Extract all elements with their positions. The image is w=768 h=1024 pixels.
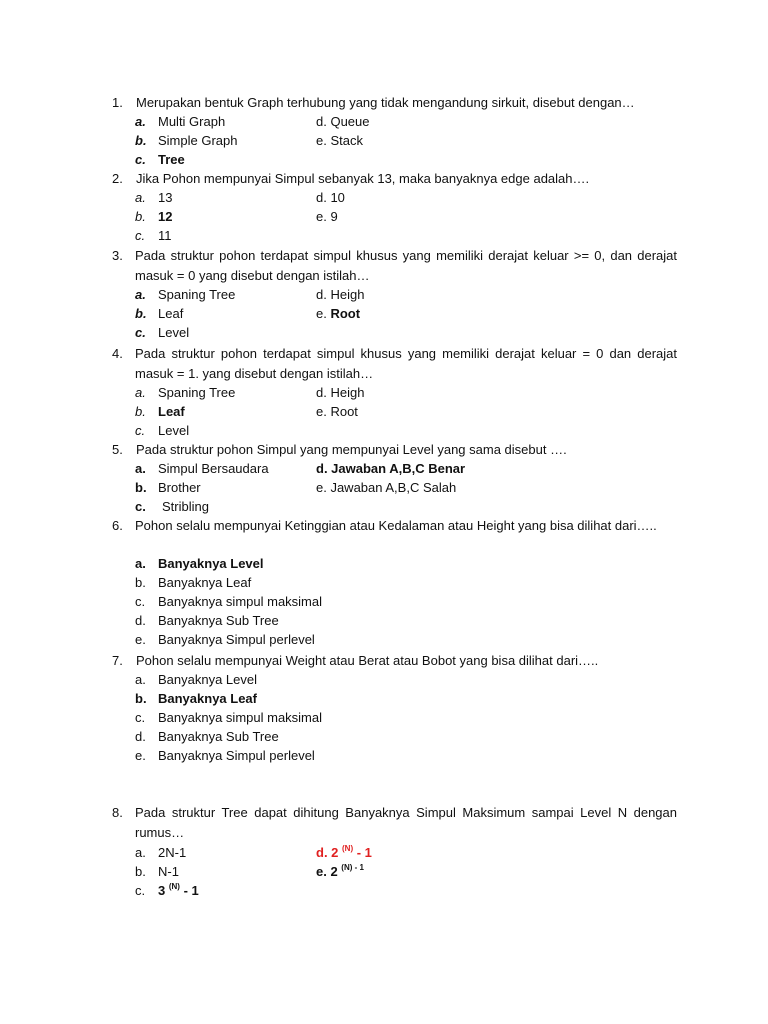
option-text-right [316,304,360,323]
option-letter: a. [135,190,146,205]
formula-base: d. 2 [316,845,343,860]
option-letter: b. [135,209,146,224]
option-letter: c. [135,710,146,725]
option-text-right: d. Heigh [316,385,365,400]
question-number: 5. [112,442,123,457]
option-letter: c. [135,423,146,438]
option-letter: a. [135,461,146,476]
option-text: Multi Graph [158,114,226,129]
option-text-answer: Banyaknya Level [158,556,264,571]
option-letter: c. [135,152,146,167]
option-row [108,592,678,611]
option-text-right: e. Root [316,404,358,419]
option-row [108,573,678,592]
option-letter: e. [316,306,331,321]
option-text: N-1 [158,864,179,879]
option-text-right: d. 10 [316,190,345,205]
option-row [108,611,678,630]
option-text: 13 [158,190,173,205]
option-letter: c. [135,594,146,609]
formula-tail: - 1 [353,845,372,860]
question-number: 3. [112,248,123,263]
option-text: Banyaknya Sub Tree [158,729,279,744]
formula-exponent: (N) [168,882,180,891]
option-text: Simpul Bersaudara [158,461,269,476]
option-text: Banyaknya simpul maksimal [158,594,323,609]
option-text: Simple Graph [158,133,238,148]
option-row [108,285,678,304]
option-row [108,402,678,421]
option-text-right: e. Stack [316,133,363,148]
question-6 [108,516,678,649]
option-row [108,881,678,900]
option-text: Banyaknya Level [158,672,258,687]
option-letter: b. [135,575,146,590]
option-letter: c. [135,325,146,340]
question-text: Pada struktur pohon Simpul yang mempunyai Level yang sama disebut …. [136,442,567,457]
option-letter: b. [135,864,146,879]
option-letter: e. [135,632,146,647]
option-text: Level [158,325,190,340]
option-letter: b. [135,404,146,419]
option-row [108,746,678,765]
option-text: Banyaknya Leaf [158,575,252,590]
option-row [108,131,678,150]
option-letter: b. [135,691,147,706]
option-text-right: d. Queue [316,114,370,129]
formula-base: e. 2 [316,864,342,879]
option-letter: a. [135,114,146,129]
option-text: Leaf [158,306,184,321]
option-row [108,478,678,497]
option-row [108,112,678,131]
option-letter: a. [135,556,146,571]
option-letter: c. [135,883,146,898]
question-number: 1. [112,95,123,110]
option-row [108,207,678,226]
option-row [108,708,678,727]
option-text: Stribling [162,499,209,514]
option-row [108,727,678,746]
option-text-answer: d. Jawaban A,B,C Benar [316,461,466,476]
option-row [108,188,678,207]
option-letter: b. [135,306,147,321]
option-letter: b. [135,480,147,495]
formula-base: 3 [158,883,169,898]
question-1 [108,93,678,169]
option-text-right [316,862,364,881]
option-row [108,304,678,323]
option-text-answer: Banyaknya Leaf [158,691,257,706]
question-number: 8. [112,805,123,820]
option-letter: e. [135,748,146,763]
option-text: Banyaknya simpul maksimal [158,710,323,725]
option-text-right: e. 9 [316,209,338,224]
option-text: Banyaknya Simpul perlevel [158,748,315,763]
option-text [158,881,199,900]
option-text-answer: 12 [158,209,173,224]
question-3 [108,245,678,342]
question-number: 2. [112,171,123,186]
option-row [108,226,678,245]
option-row [108,323,678,342]
option-row [108,862,678,881]
option-text-right: e. Jawaban A,B,C Salah [316,480,457,495]
question-number: 6. [112,518,123,533]
option-letter: a. [135,287,146,302]
formula-tail: - 1 [179,883,199,898]
option-letter: d. [135,729,146,744]
option-text-answer: Leaf [158,404,185,419]
question-8 [108,803,678,900]
option-text: Level [158,423,190,438]
option-row [108,630,678,649]
option-letter: a. [135,672,146,687]
question-5 [108,440,678,516]
option-row [108,670,678,689]
option-text: 2N-1 [158,845,187,860]
option-text: 11 [158,228,172,243]
question-7 [108,651,678,765]
option-row [108,689,678,708]
option-letter: c. [135,499,146,514]
option-row [108,497,678,516]
question-text: Pada struktur pohon terdapat simpul khusus yang memiliki derajat keluar = 0 dan derajat masuk = 1. yang disebut dengan istilah… [135,346,677,381]
option-text-answer [316,843,372,862]
option-row [108,554,678,573]
option-text: Spaning Tree [158,385,236,400]
option-text-answer: Tree [158,152,185,167]
option-letter: d. [135,613,146,628]
formula-exponent: (N) [342,844,354,853]
question-4 [108,343,678,440]
option-letter: a. [135,385,146,400]
option-letter: b. [135,133,147,148]
option-text: Banyaknya Sub Tree [158,613,279,628]
question-number: 7. [112,653,123,668]
option-row [108,150,678,169]
question-text: Pohon selalu mempunyai Ketinggian atau Kedalaman atau Height yang bisa dilihat dari….. [135,518,657,533]
option-letter: a. [135,845,146,860]
option-text-answer: Root [330,306,361,321]
option-row [108,459,678,478]
formula-exponent: (N) - 1 [341,863,364,872]
question-text: Pada struktur Tree dapat dihitung Banyaknya Simpul Maksimum sampai Level N dengan rumus… [135,805,677,840]
option-row [108,383,678,402]
option-row [108,843,678,862]
question-2 [108,169,678,245]
question-text: Pada struktur pohon terdapat simpul khusus yang memiliki derajat keluar >= 0, dan derajat masuk = 0 yang disebut dengan istilah… [135,248,677,283]
option-text: Brother [158,480,201,495]
option-row [108,421,678,440]
question-text: Pohon selalu mempunyai Weight atau Berat atau Bobot yang bisa dilihat dari….. [136,653,599,668]
option-text: Banyaknya Simpul perlevel [158,632,315,647]
question-text: Merupakan bentuk Graph terhubung yang tidak mengandung sirkuit, disebut dengan… [136,95,635,110]
question-number: 4. [112,346,123,361]
option-letter: c. [135,228,146,243]
question-text: Jika Pohon mempunyai Simpul sebanyak 13, maka banyaknya edge adalah…. [136,171,590,186]
option-text: Spaning Tree [158,287,236,302]
option-text-right: d. Heigh [316,287,365,302]
